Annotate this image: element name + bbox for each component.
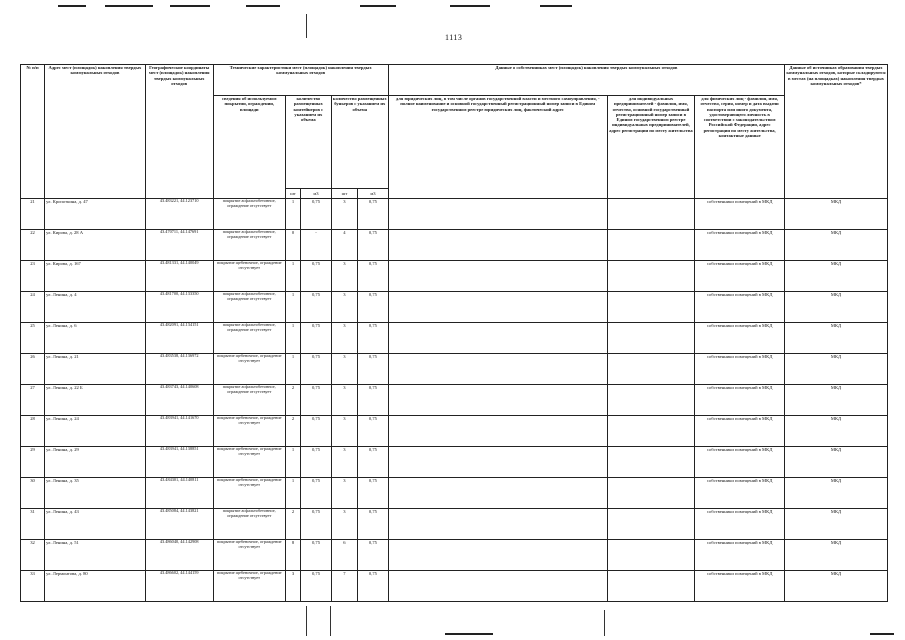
cell-source: МКД <box>785 292 888 323</box>
cell-owner-legal <box>388 199 607 230</box>
cell-containers: 1 <box>285 323 300 354</box>
cell-container-volume: 0,75 <box>301 292 332 323</box>
cell-bunker-volume: 0,75 <box>358 385 389 416</box>
cell-num: 31 <box>21 509 45 540</box>
cell-cover: покрытие асфальтобетонное, ограждение отсутствует <box>213 292 285 323</box>
cell-source: МКД <box>785 540 888 571</box>
table-row <box>21 354 888 385</box>
cell-num: 28 <box>21 416 45 447</box>
cell-owner-person: собственники помещений в МКД <box>695 385 785 416</box>
cell-container-volume: 0,75 <box>301 447 332 478</box>
cell-container-volume: 0,75 <box>301 509 332 540</box>
cell-address: ул. Ленина, д. 6 <box>45 323 146 354</box>
cell-container-volume: 0,75 <box>301 571 332 602</box>
table-row <box>21 416 888 447</box>
scan-mark <box>540 5 572 7</box>
cell-bunkers: 3 <box>331 385 357 416</box>
unit-m3: м3 <box>301 189 332 199</box>
cell-address: ул. Кирова, д. 28 А <box>45 230 146 261</box>
header-tech-containers: количество размещенных контейнеров с указанием их объема <box>285 96 331 189</box>
cell-owner-legal <box>388 292 607 323</box>
cell-owner-person: собственники помещений в МКД <box>695 447 785 478</box>
cell-num: 30 <box>21 478 45 509</box>
cell-owner-person: собственники помещений в МКД <box>695 571 785 602</box>
table-row <box>21 447 888 478</box>
cell-address: ул. Ленина, д. 21 <box>45 354 146 385</box>
cell-source: МКД <box>785 354 888 385</box>
cell-cover: покрытие щебеночное, ограждение отсутствует <box>213 354 285 385</box>
cell-owner-person: собственники помещений в МКД <box>695 230 785 261</box>
cell-address: ул. Ленина, д. 35 <box>45 478 146 509</box>
cell-coords: 43.481700, 44.133350 <box>145 292 213 323</box>
cell-owner-ip <box>607 478 695 509</box>
table-row <box>21 323 888 354</box>
scan-mark <box>58 5 86 7</box>
cell-bunkers: 3 <box>331 478 357 509</box>
cell-num: 29 <box>21 447 45 478</box>
cell-source: МКД <box>785 385 888 416</box>
cell-bunkers: 3 <box>331 292 357 323</box>
cell-num: 32 <box>21 540 45 571</box>
header-num: № п/п <box>21 65 45 199</box>
cell-containers: 0 <box>285 230 300 261</box>
cell-bunker-volume: 0,75 <box>358 323 389 354</box>
cell-owner-legal <box>388 509 607 540</box>
table-row <box>21 230 888 261</box>
cell-owner-person: собственники помещений в МКД <box>695 292 785 323</box>
unit-pcs: шт <box>285 189 300 199</box>
cell-containers: 1 <box>285 261 300 292</box>
cell-bunkers: 4 <box>331 230 357 261</box>
cell-cover: покрытие асфальтобетонное, ограждение отсутствует <box>213 323 285 354</box>
cell-containers: 2 <box>285 509 300 540</box>
scan-mark <box>105 5 153 7</box>
cell-address: ул. Ленина, д. 51 <box>45 540 146 571</box>
waste-sites-table <box>20 64 888 602</box>
cell-container-volume: 0,75 <box>301 323 332 354</box>
header-address: Адрес мест (площадок) накопления твердых коммунальных отходов <box>45 65 146 199</box>
cell-address: ул. Ленина, д. 43 <box>45 509 146 540</box>
cell-bunkers: 3 <box>331 509 357 540</box>
header-owners-person: для физических лиц - фамилия, имя, отчество, серия, номер и дата выдачи паспорта или иного документа, удостоверяющего личность в соответствии с законодательством Российской Федерации, адрес регистрации по месту жительства, контактные данные <box>695 96 785 199</box>
scan-crease <box>306 606 307 636</box>
scan-mark <box>870 633 894 635</box>
cell-address: ул. Ленина, д. 24 <box>45 416 146 447</box>
cell-source: МКД <box>785 509 888 540</box>
cell-owner-legal <box>388 230 607 261</box>
cell-num: 22 <box>21 230 45 261</box>
cell-containers: 2 <box>285 385 300 416</box>
cell-bunkers: 3 <box>331 447 357 478</box>
cell-owner-person: собственники помещений в МКД <box>695 540 785 571</box>
cell-bunkers: 3 <box>331 199 357 230</box>
cell-cover: покрытие щебеночное, ограждение отсутствует <box>213 416 285 447</box>
scan-crease <box>306 14 307 38</box>
cell-containers: 1 <box>285 447 300 478</box>
cell-cover: покрытие щебеночное, ограждение отсутствует <box>213 540 285 571</box>
unit-m3: м3 <box>358 189 389 199</box>
page-number: 1113 <box>445 33 463 42</box>
cell-coords: 43.483941, 44.141670 <box>145 416 213 447</box>
cell-source: МКД <box>785 571 888 602</box>
cell-owner-ip <box>607 540 695 571</box>
header-owners-ip: для индивидуальных предпринимателей - фамилия, имя, отчество, основной государственный регистрационный номер записи в Едином государственном реестре индивидуальных предпринимателей, адрес регистрации по месту жительства <box>607 96 695 199</box>
cell-bunker-volume: 0,75 <box>358 230 389 261</box>
scan-mark <box>170 5 210 7</box>
table-row <box>21 199 888 230</box>
scan-mark <box>360 5 396 7</box>
cell-coords: 43.470711, 44.147691 <box>145 230 213 261</box>
cell-containers: 3 <box>285 571 300 602</box>
cell-address: ул. Ленина, д. 4 <box>45 292 146 323</box>
cell-owner-legal <box>388 385 607 416</box>
cell-cover: покрытие асфальтобетонное, ограждение отсутствует <box>213 199 285 230</box>
cell-owner-person: собственники помещений в МКД <box>695 509 785 540</box>
cell-bunker-volume: 0,75 <box>358 261 389 292</box>
table-row <box>21 509 888 540</box>
cell-owner-ip <box>607 385 695 416</box>
cell-container-volume: 0,75 <box>301 385 332 416</box>
cell-num: 27 <box>21 385 45 416</box>
cell-owner-ip <box>607 292 695 323</box>
cell-coords: 43.486040, 44.142908 <box>145 540 213 571</box>
cell-address: ул. Кропоткина, д. 47 <box>45 199 146 230</box>
scan-crease <box>330 606 331 636</box>
scan-mark <box>450 5 490 7</box>
table-row <box>21 478 888 509</box>
table-body <box>21 199 888 602</box>
cell-num: 24 <box>21 292 45 323</box>
cell-coords: 43.485084, 44.143821 <box>145 509 213 540</box>
header-tech-group: Технические характеристики мест (площадок) накопления твердых коммунальных отходов <box>213 65 388 96</box>
cell-cover: покрытие щебеночное, ограждение отсутствует <box>213 261 285 292</box>
cell-cover: покрытие щебеночное, ограждение отсутствует <box>213 447 285 478</box>
cell-num: 23 <box>21 261 45 292</box>
cell-coords: 43.483743, 44.140608 <box>145 385 213 416</box>
cell-container-volume: 0,75 <box>301 416 332 447</box>
cell-cover: покрытие асфальтобетонное, ограждение отсутствует <box>213 509 285 540</box>
cell-coords: 43.481331, 44.140049 <box>145 261 213 292</box>
cell-container-volume: 0,75 <box>301 199 332 230</box>
cell-bunkers: 3 <box>331 354 357 385</box>
cell-containers: 1 <box>285 354 300 385</box>
cell-address: ул. Кирова, д. 167 <box>45 261 146 292</box>
cell-owner-person: собственники помещений в МКД <box>695 478 785 509</box>
cell-address: ул. Ленина, д. 22 Б <box>45 385 146 416</box>
cell-containers: 1 <box>285 478 300 509</box>
cell-address: ул. Лермонтова, д. 80 <box>45 571 146 602</box>
cell-owner-ip <box>607 509 695 540</box>
cell-containers: 8 <box>285 540 300 571</box>
cell-containers: 2 <box>285 416 300 447</box>
cell-address: ул. Ленина, д. 29 <box>45 447 146 478</box>
table-row <box>21 261 888 292</box>
cell-owner-legal <box>388 478 607 509</box>
cell-owner-legal <box>388 323 607 354</box>
cell-owner-ip <box>607 323 695 354</box>
table-row <box>21 385 888 416</box>
cell-container-volume: 0,75 <box>301 540 332 571</box>
cell-cover: покрытие щебеночное, ограждение отсутствует <box>213 571 285 602</box>
cell-owner-ip <box>607 261 695 292</box>
cell-source: МКД <box>785 261 888 292</box>
cell-cover: покрытие щебеночное, ограждение отсутствует <box>213 478 285 509</box>
cell-bunkers: 6 <box>331 540 357 571</box>
cell-source: МКД <box>785 447 888 478</box>
cell-cover: покрытие асфальтобетонное, ограждение отсутствует <box>213 230 285 261</box>
cell-owner-person: собственники помещений в МКД <box>695 261 785 292</box>
cell-owner-legal <box>388 416 607 447</box>
table-row <box>21 540 888 571</box>
cell-owner-ip <box>607 230 695 261</box>
header-tech-bunkers: количество размещенных бункеров с указанием их объема <box>331 96 388 189</box>
cell-bunker-volume: 0,75 <box>358 416 389 447</box>
cell-owner-legal <box>388 540 607 571</box>
cell-owner-person: собственники помещений в МКД <box>695 199 785 230</box>
cell-owner-ip <box>607 447 695 478</box>
cell-bunkers: 3 <box>331 323 357 354</box>
cell-source: МКД <box>785 323 888 354</box>
cell-source: МКД <box>785 230 888 261</box>
cell-bunkers: 3 <box>331 261 357 292</box>
cell-coords: 43.483941, 44.138851 <box>145 447 213 478</box>
table-row <box>21 571 888 602</box>
scan-mark <box>445 633 493 635</box>
cell-num: 21 <box>21 199 45 230</box>
cell-owner-person: собственники помещений в МКД <box>695 354 785 385</box>
header-tech-cover: сведения об используемом покрытии, ограждении, площади <box>213 96 285 199</box>
cell-owner-ip <box>607 199 695 230</box>
scan-crease <box>604 610 605 636</box>
cell-container-volume: 0,75 <box>301 354 332 385</box>
cell-owner-ip <box>607 571 695 602</box>
cell-owner-legal <box>388 261 607 292</box>
cell-containers: 1 <box>285 292 300 323</box>
cell-owner-ip <box>607 354 695 385</box>
cell-owner-person: собственники помещений в МКД <box>695 416 785 447</box>
cell-owner-legal <box>388 354 607 385</box>
cell-owner-legal <box>388 447 607 478</box>
cell-container-volume: - <box>301 230 332 261</box>
cell-num: 33 <box>21 571 45 602</box>
cell-cover: покрытие асфальтобетонное, ограждение отсутствует <box>213 385 285 416</box>
cell-owner-ip <box>607 416 695 447</box>
header-sources: Данные об источниках образования твердых коммунальных отходов, которые складируются в местах (на площадках) накопления твердых коммунальных отходов* <box>785 65 888 199</box>
cell-bunker-volume: 0,75 <box>358 354 389 385</box>
cell-bunker-volume: 0,75 <box>358 540 389 571</box>
cell-container-volume: 0,75 <box>301 478 332 509</box>
cell-bunkers: 7 <box>331 571 357 602</box>
header-geo: Географические координаты мест (площадок) накопления твердых коммунальных отходов <box>145 65 213 199</box>
scan-mark <box>246 5 280 7</box>
cell-num: 25 <box>21 323 45 354</box>
cell-num: 26 <box>21 354 45 385</box>
cell-bunker-volume: 0,75 <box>358 571 389 602</box>
cell-bunker-volume: 0,75 <box>358 478 389 509</box>
cell-owner-person: собственники помещений в МКД <box>695 323 785 354</box>
cell-coords: 43.486602, 44.144159 <box>145 571 213 602</box>
cell-source: МКД <box>785 416 888 447</box>
cell-coords: 43.482091, 44.134151 <box>145 323 213 354</box>
cell-coords: 43.483221, 44.123710 <box>145 199 213 230</box>
header-owners-legal: для юридических лиц, в том числе органов государственной власти и местного самоуправления, - полное наименование и основной государственный регистрационный номер записи в Едином государственном реестре юридических лиц, фактический адрес <box>388 96 607 199</box>
cell-source: МКД <box>785 478 888 509</box>
unit-pcs: шт <box>331 189 357 199</box>
cell-bunker-volume: 0,75 <box>358 447 389 478</box>
cell-coords: 43.483538, 44.136972 <box>145 354 213 385</box>
header-owners-group: Данные о собственниках мест (площадок) накопления твердых коммунальных отходов <box>388 65 784 96</box>
cell-owner-legal <box>388 571 607 602</box>
cell-bunker-volume: 0,75 <box>358 199 389 230</box>
cell-bunkers: 3 <box>331 416 357 447</box>
cell-bunker-volume: 0,75 <box>358 509 389 540</box>
cell-containers: 1 <box>285 199 300 230</box>
cell-bunker-volume: 0,75 <box>358 292 389 323</box>
cell-coords: 43.484301, 44.140811 <box>145 478 213 509</box>
cell-container-volume: 0,75 <box>301 261 332 292</box>
cell-source: МКД <box>785 199 888 230</box>
table-row <box>21 292 888 323</box>
